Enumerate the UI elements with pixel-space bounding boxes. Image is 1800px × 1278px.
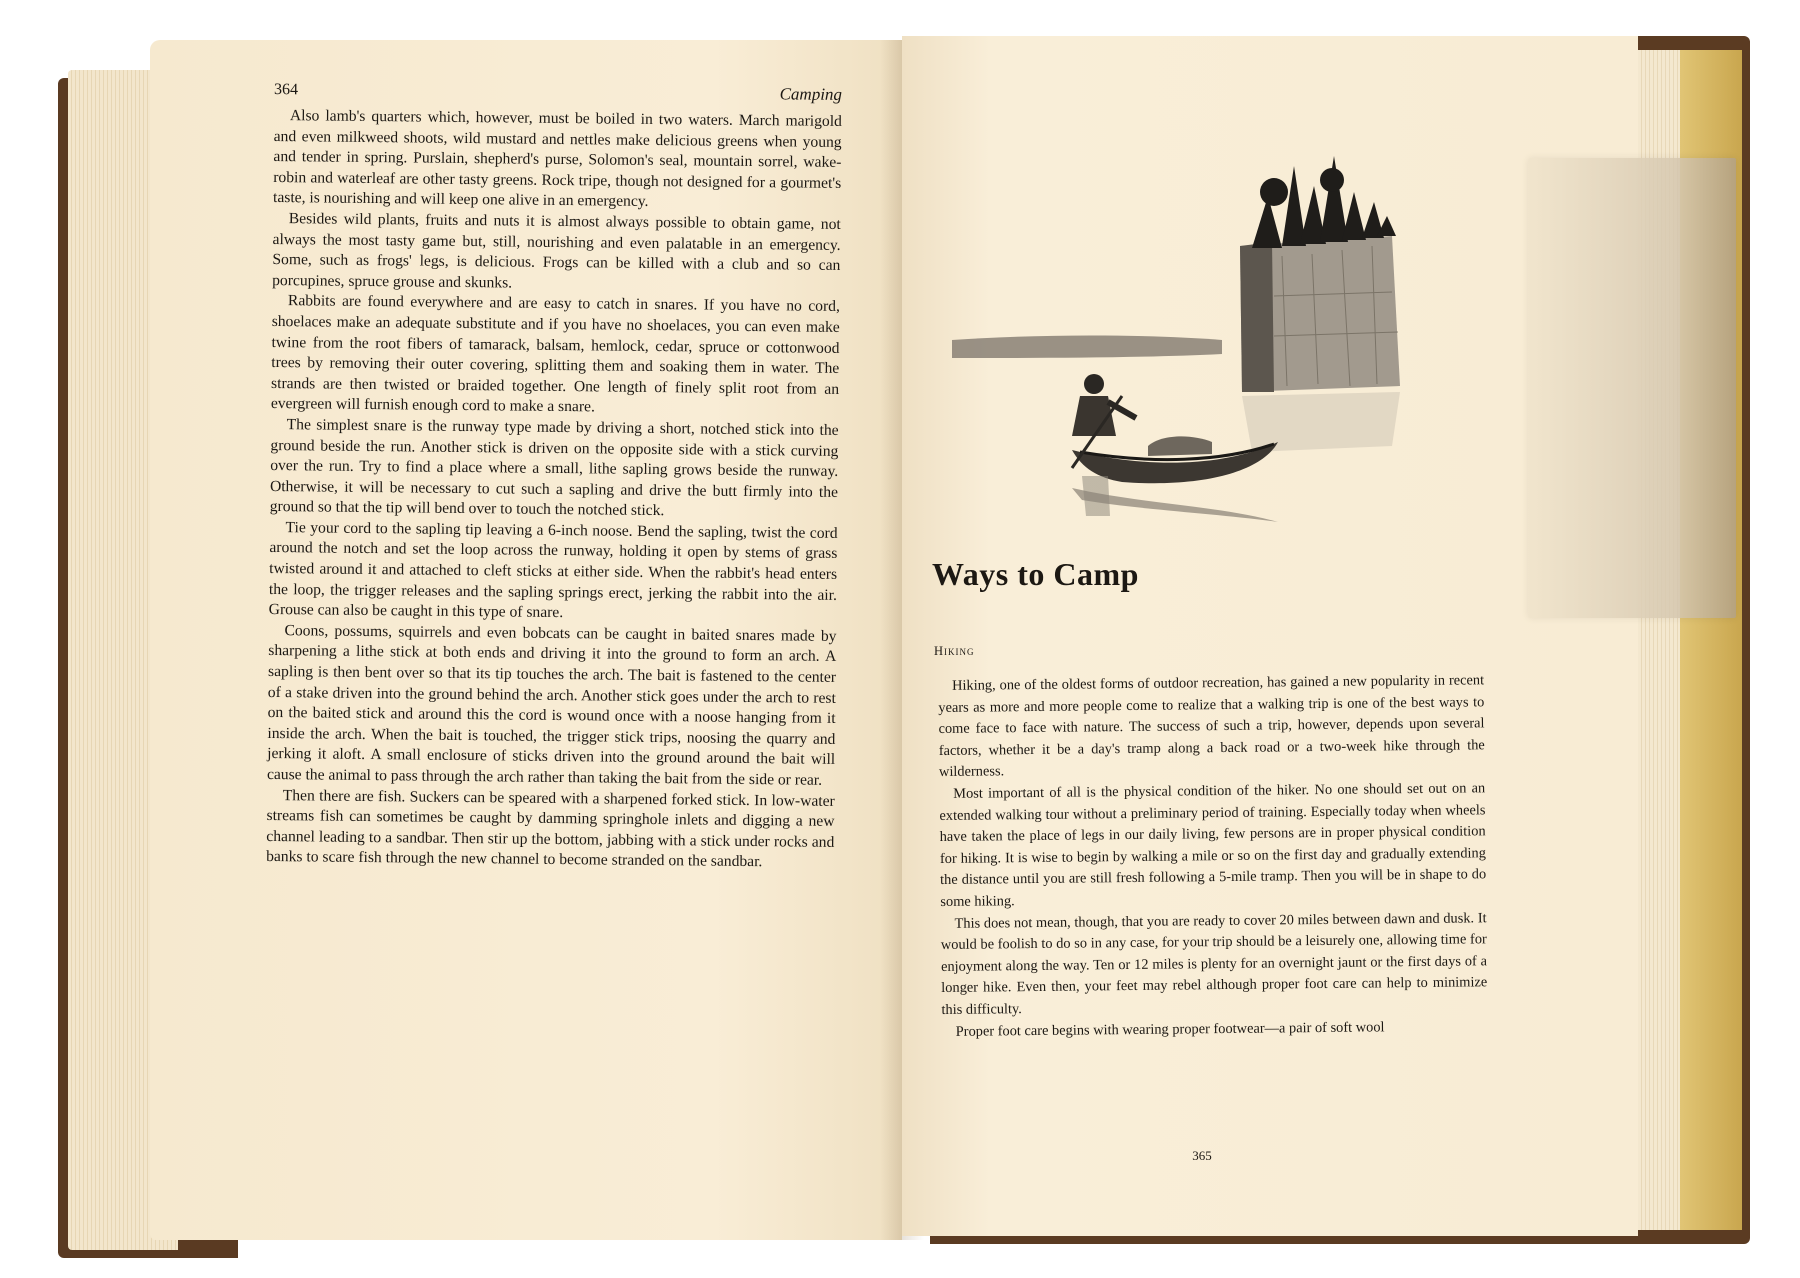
- paragraph: Then there are fish. Suckers can be speared with a sharpened forked stick. In low-water streams fish can sometimes be caught by damming springhole inlets and digging a new channel leading to a sandbar. Then stir up the bottom, jabbing with a stick under rocks and banks to scare fish through the new channel to become stranded on the sandbar.: [266, 786, 835, 871]
- paragraph: Most important of all is the physical condition of the hiker. No one should set out on an extended walking tour without a preliminary period of training. Especially today when wheels have taken the place of legs in our daily living, few persons are in proper physical condition for hiking. It is wise to begin by walking a mile or so on the first day and gradually extending the distance until you are still fresh following a 5-mile tramp. Then you will be in shape to do some hiking.: [939, 780, 1487, 910]
- running-head-title: Camping: [779, 84, 843, 104]
- paragraph: Tie your cord to the sapling tip leaving a 6-inch noose. Bend the sapling, twist the cord around the notch and set the loop across the runway, holding it open by stems of grass twisted around it and attached to cleft sticks at either side. When the rabbit's head enters the loop, the trigger releases and the sapling springs erect, jerking the rabbit into the air. Grouse can also be caught in this type of snare.: [268, 519, 838, 622]
- chapter-title: Ways to Camp: [932, 556, 1139, 592]
- page-number-right: 365: [1192, 1148, 1212, 1163]
- left-page-body: [266, 106, 842, 874]
- paragraph: Hiking, one of the oldest forms of outdoor recreation, has gained a new popularity in recent years as more and more people come to realize that a walking trip is one of the best ways to come face to face with nature. The success of such a trip, however, depends upon several factors, whether it be a day's tramp along a back road or a two-week hike through the wilderness.: [938, 672, 1485, 781]
- paragraph: Also lamb's quarters which, however, must be boiled in two waters. March marigold and even milkweed shoots, wild mustard and nettles make delicious greens when young and tender in spring. Purslain, shepherd's purse, Solomon's seal, mountain sorrel, wake-robin and waterleaf are other tasty greens. Rock tripe, though not designed for a gourmet's taste, is nourishing and will keep one alive in an emergency.: [272, 107, 842, 211]
- canoe-cliff-illustration: [922, 96, 1482, 526]
- page-number-left: 364: [273, 81, 299, 99]
- running-head: [274, 79, 842, 105]
- section-heading: Hiking: [934, 644, 975, 658]
- paragraph: Proper foot care begins with wearing proper footwear—a pair of soft wool: [955, 1018, 1385, 1040]
- paragraph: The simplest snare is the runway type made by driving a short, notched stick into the ground beside the run. Another stick is driven on the opposite side with a stick curving over the run. Try to find a place where a small, lithe sapling grows beside the runway. Otherwise, it will be necessary to cut such a sapling and drive the butt firmly into the ground so that the tip will bend over to touch the notched stick.: [269, 416, 839, 520]
- right-page-body: [938, 670, 1488, 1043]
- paragraph: Rabbits are found everywhere and are easy to catch in snares. If you have no cord, shoelaces make an adequate substitute and if you have no shoelaces, you can even make twine from the root fibers of tamarack, balsam, hemlock, cedar, spruce or cottonwood trees by removing their outer covering, splitting them and soaking them in water. The strands are then twisted or braided together. One length of finely split root from an evergreen will furnish enough cord to make a snare.: [270, 292, 841, 416]
- paragraph: This does not mean, though, that you are ready to cover 20 miles between dawn and dusk. It would be foolish to do so in any case, for your trip should be a leisurely one, allowing time for enjoyment along the way. Ten or 12 miles is plenty for an overnight jaunt or the first days of a longer hike. Even then, your feet may rebel although proper foot care can help to minimize this difficulty.: [940, 909, 1488, 1018]
- left-page: [150, 40, 902, 1240]
- paragraph: Coons, possums, squirrels and even bobcats can be caught in baited snares made by sharpening a lithe stick at both ends and driving it into the ground to form an arch. A sapling is then bent over so that its tip touches the arch. The bait is fastened to the center of a stake driven into the ground behind the arch. Another stick goes under the arch to rest on the baited stick and around this the cord is wound once with a noose hanging from it inside the arch. When the bait is touched, the trigger stick trips, noosing the quarry and jerking it aloft. A small enclosure of sticks driven into the ground around the bait will cause the animal to pass through the arch rather than taking the bait from the side or rear.: [266, 621, 837, 789]
- bookmark-tab: [1528, 158, 1736, 618]
- paragraph: Besides wild plants, fruits and nuts it is almost always possible to obtain game, not always the most tasty game but, still, nourishing and even palatable in an emergency. Some, such as frogs' legs, is delicious. Frogs can be killed with a club and so can porcupines, spruce grouse and skunks.: [272, 210, 841, 292]
